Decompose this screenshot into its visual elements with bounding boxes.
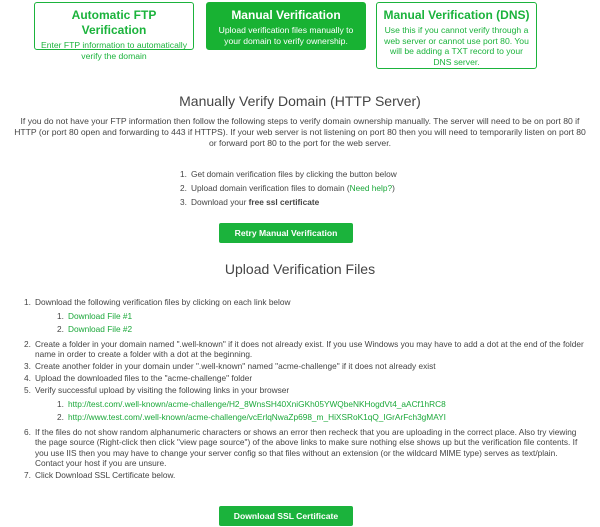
tab-ftp-title: Automatic FTP Verification — [71, 8, 157, 37]
list-item: 5. Verify successful upload by visiting the following links in your browser 1. http://test.com/.well-known/acme-challenge/H2_8WnsSH40XniGKh05YWQbeNKHogdVt4_aACf1hRC8 2. http://www.test.com/.well-known/acme-challenge/vcErlqNwaZp698_m_HiXSRoK1qQ_IGrArFch3gMAYI — [24, 385, 584, 424]
verify-link-2[interactable]: http://www.test.com/.well-known/acme-challenge/vcErlqNwaZp698_m_HiXSRoK1qQ_IGrArFch3gMAYI — [68, 411, 446, 422]
list-item: 2. Upload domain verification files to domain (Need help?) — [180, 183, 395, 193]
verify-link-1[interactable]: http://test.com/.well-known/acme-challenge/H2_8WnsSH40XniGKh05YWQbeNKHogdVt4_aACf1hRC8 — [68, 398, 446, 409]
manual-steps-list — [180, 167, 397, 209]
tab-manual-verification[interactable] — [206, 2, 366, 50]
list-item: 7. Click Download SSL Certificate below. — [24, 470, 176, 480]
download-file-2-link[interactable]: Download File #2 — [68, 323, 133, 334]
list-item: 2. Download File #2 — [57, 323, 133, 334]
tab-dns-title: Manual Verification (DNS) — [383, 8, 530, 22]
list-item: 3. Download your free ssl certificate — [180, 197, 320, 207]
upload-instructions-list — [24, 297, 584, 482]
manual-verify-title: Manually Verify Domain (HTTP Server) — [179, 93, 421, 109]
verify-links-list — [35, 398, 584, 424]
list-item: 1. http://test.com/.well-known/acme-challenge/H2_8WnsSH40XniGKh05YWQbeNKHogdVt4_aACf1hRC8 — [57, 398, 446, 409]
list-item: 1. Download File #1 — [57, 310, 133, 321]
download-files-list — [35, 310, 584, 336]
retry-manual-verification-button[interactable]: Retry Manual Verification — [219, 223, 353, 243]
list-item: 1. Download the following verification files by clicking on each link below 1. Download File #1 2. Download File #2 — [24, 297, 584, 336]
tab-automatic-ftp[interactable] — [34, 2, 194, 61]
tab-manual-title: Manual Verification — [231, 8, 341, 22]
list-item: 2. http://www.test.com/.well-known/acme-challenge/vcErlqNwaZp698_m_HiXSRoK1qQ_IGrArFch3gMAYI — [57, 411, 446, 422]
list-item: 4. Upload the downloaded files to the "acme-challenge" folder — [24, 373, 253, 383]
list-item: 1. Get domain verification files by clicking the button below — [180, 169, 397, 179]
need-help-link[interactable]: Need help? — [349, 183, 393, 193]
download-file-1-link[interactable]: Download File #1 — [68, 310, 133, 321]
tab-dns-desc: Use this if you cannot verify through a web server or cannot use port 80. You will be adding a TXT record to your DNS server. — [384, 25, 529, 67]
download-ssl-certificate-button[interactable]: Download SSL Certificate — [219, 506, 353, 526]
list-item: 2. Create a folder in your domain named ".well-known" if it does not already exist. If you use Windows you may have to add a dot at the end of the folder name in order to create a folder with a dot at the beginning. — [24, 338, 584, 359]
upload-files-title: Upload Verification Files — [224, 261, 376, 277]
manual-verify-intro: If you do not have your FTP information then follow the following steps to verify domain ownership manually. The server will need to be on port 80 if HTTP (or port 80 open and forwarding to 443 if HTTPS). If your web server is not listening on port 80 then you will need to temporarily listen on port 80 or forward port 80 to the port for the web server. — [14, 116, 586, 148]
tab-manual-dns[interactable] — [376, 2, 537, 69]
verification-method-tabs — [0, 0, 600, 70]
list-item: 3. Create another folder in your domain under ".well-known" named "acme-challenge" if it does not already exist — [24, 361, 436, 371]
list-item: 6. If the files do not show random alphanumeric characters or shows an error then recheck that you are uploading in the correct place. Also try viewing the page source (Right-click then click "view page source") of the above links to make sure nothing else shows up but the verification file contents. If you use IIS then you may have to change your server config so that files without an extension (or the wildcard MIME type) serves as text/plain. Contact your host if you are unsure. — [24, 426, 578, 468]
tab-ftp-desc: Enter FTP information to automatically verify the domain — [41, 40, 187, 61]
tab-manual-desc: Upload verification files manually to your domain to verify ownership. — [218, 25, 354, 46]
free-ssl-text: free ssl certificate — [248, 197, 320, 207]
